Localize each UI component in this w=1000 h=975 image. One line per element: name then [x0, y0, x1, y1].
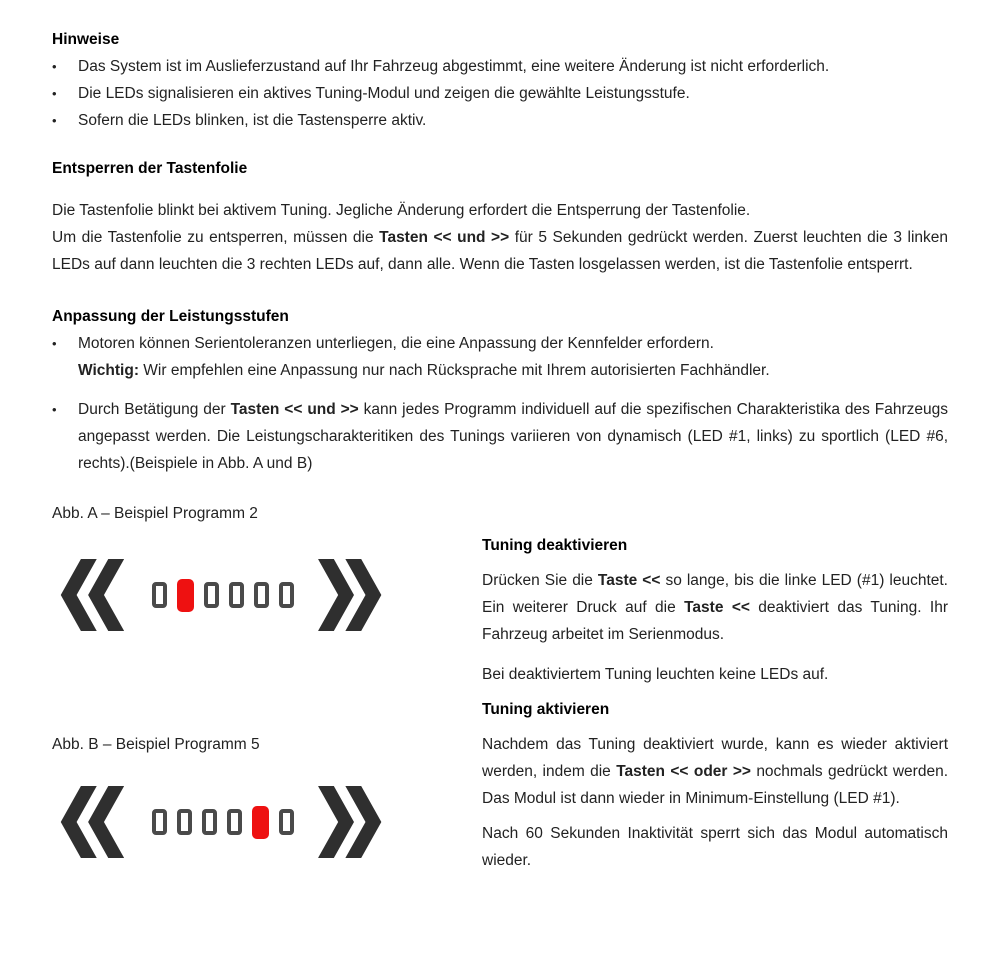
- anpassung-bullet1-line2: [78, 357, 948, 384]
- bold-text-segment: Tasten << oder >>: [616, 763, 751, 780]
- led-box: [254, 582, 269, 608]
- bullet-icon: •: [52, 402, 57, 417]
- bullet-icon: •: [52, 59, 57, 74]
- list-item: [52, 53, 948, 80]
- list-item: [52, 80, 948, 107]
- figure-b-label: Abb. B – Beispiel Programm 5: [52, 736, 260, 753]
- figure-b: [55, 786, 482, 858]
- list-item-text: Die LEDs signalisieren ein aktives Tuning-Modul und zeigen die gewählte Leistungsstufe.: [78, 85, 690, 102]
- anpassung-list: [52, 330, 948, 477]
- led-box: [279, 582, 294, 608]
- double-chevron-right-icon: [318, 786, 387, 858]
- bold-text-segment: Taste <<: [597, 572, 661, 589]
- tuning-aktivieren-paragraph: [482, 731, 948, 812]
- heading-tuning-aktivieren: Tuning aktivieren: [482, 701, 610, 718]
- bold-text-segment: Taste <<: [684, 599, 750, 616]
- list-item-text: Das System ist im Auslieferzustand auf Ihr Fahrzeug abgestimmt, eine weitere Änderung ist nicht erforderlich.: [78, 58, 830, 75]
- section-title-anpassung: Anpassung der Leistungsstufen: [52, 308, 289, 325]
- led-box: [279, 809, 294, 835]
- text-segment: kann jedes Programm individuell auf die spezifischen Charakteristika des Fahrzeugs angepasst werden. Die Leistungscharakteritiken des Tunings variieren von dynamisch (LED #1, links) zu sportlich (LED #6, rechts).(Beispiele in Abb. A und B): [78, 401, 948, 472]
- section-title-hinweise: Hinweise: [52, 31, 120, 48]
- text-segment: für 5 Sekunden gedrückt werden. Zuerst leuchten die 3 linken LEDs auf dann leuchten die 3 rechten LEDs auf, dann alle. Wenn die Tasten losgelassen werden, ist die Tastenfolie entsperrt.: [52, 229, 948, 273]
- list-item-text: [78, 396, 948, 477]
- list-item-text: Sofern die LEDs blinken, ist die Tastensperre aktiv.: [78, 112, 427, 129]
- examples-section: [52, 496, 948, 874]
- text-segment: deaktiviert das Tuning. Ihr Fahrzeug arbeitet im Serienmodus.: [482, 599, 948, 643]
- led-box: [152, 582, 167, 608]
- list-item-text: [78, 330, 948, 384]
- heading-tuning-deaktivieren: Tuning deaktivieren: [482, 537, 628, 554]
- led-box-active: [252, 806, 269, 839]
- led-box: [177, 809, 192, 835]
- led-row: [152, 806, 294, 839]
- tuning-aktivieren-note: Nach 60 Sekunden Inaktivität sperrt sich das Modul automatisch wieder.: [482, 825, 948, 869]
- text-segment: Um die Tastenfolie zu entsperren, müssen die: [52, 229, 380, 246]
- list-item: [52, 107, 948, 134]
- led-box: [229, 582, 244, 608]
- double-chevron-left-icon: [55, 786, 124, 858]
- bold-text-segment: Tasten << und >>: [379, 229, 510, 246]
- led-row: [152, 579, 294, 612]
- figure-a: [55, 559, 482, 631]
- section-title-entsperren: Entsperren der Tastenfolie: [52, 160, 248, 177]
- led-box: [202, 809, 217, 835]
- led-box: [152, 809, 167, 835]
- anpassung-bullet1-line1: Motoren können Serientoleranzen unterliegen, die eine Anpassung der Kennfelder erfordern.: [78, 335, 714, 352]
- bullet-icon: •: [52, 86, 57, 101]
- led-box-active: [177, 579, 194, 612]
- tuning-instructions-column: [482, 496, 948, 874]
- entsperren-paragraph-2: [52, 224, 948, 278]
- tuning-deaktivieren-note: Bei deaktiviertem Tuning leuchten keine LEDs auf.: [482, 666, 829, 683]
- tuning-deaktivieren-paragraph: [482, 567, 948, 648]
- text-segment: Drücken Sie die: [482, 572, 598, 589]
- figures-column: [52, 496, 482, 874]
- double-chevron-right-icon: [318, 559, 387, 631]
- text-segment: Nachdem das Tuning deaktiviert wurde, kann es wieder aktiviert werden, indem die: [482, 736, 948, 780]
- list-item: [52, 396, 948, 477]
- led-box: [227, 809, 242, 835]
- list-item: [52, 330, 948, 384]
- double-chevron-left-icon: [55, 559, 124, 631]
- bold-text-segment: Wichtig:: [78, 362, 139, 379]
- led-box: [204, 582, 219, 608]
- figure-a-label: Abb. A – Beispiel Programm 2: [52, 505, 258, 522]
- entsperren-paragraph-1: Die Tastenfolie blinkt bei aktivem Tuning. Jegliche Änderung erfordert die Entsperrung der Tastenfolie.: [52, 202, 751, 219]
- bullet-icon: •: [52, 113, 57, 128]
- text-segment: so lange, bis die linke LED (#1) leuchtet. Ein weiterer Druck auf die: [482, 572, 948, 616]
- text-segment: nochmals gedrückt werden. Das Modul ist dann wieder in Minimum-Einstellung (LED #1).: [482, 763, 948, 807]
- bold-text-segment: Tasten << und >>: [230, 401, 359, 418]
- text-segment: Durch Betätigung der: [78, 401, 231, 418]
- text-segment: Wir empfehlen eine Anpassung nur nach Rücksprache mit Ihrem autorisierten Fachhändler.: [139, 362, 770, 379]
- hinweise-list: [52, 53, 948, 134]
- bullet-icon: •: [52, 336, 57, 351]
